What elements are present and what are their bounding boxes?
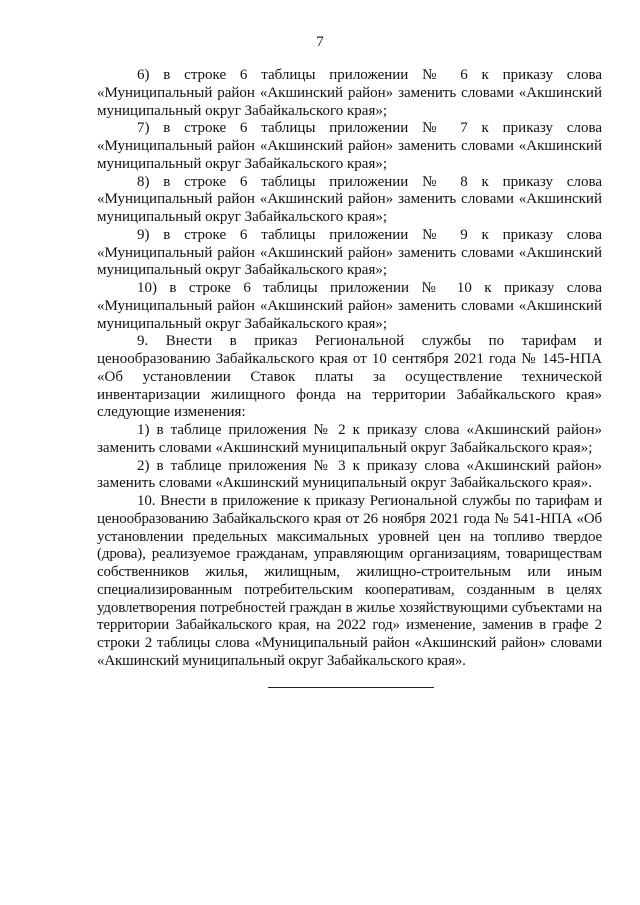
paragraph-item-10: 10) в строке 6 таблицы приложении № 10 к приказу слова «Муниципальный район «Акшинский район» заменить словами «Акшинский муниципальный округ Забайкальского края»; <box>97 280 602 332</box>
paragraph-item-8: 8) в строке 6 таблицы приложении № 8 к приказу слова «Муниципальный район «Акшинский район» заменить словами «Акшинский муниципальный округ Забайкальского края»; <box>97 173 602 225</box>
paragraph-point-9-item-1: 1) в таблице приложения № 2 к приказу слова «Акшинский район» заменить словами «Акшинский муниципальный округ Забайкальского края»; <box>97 422 602 456</box>
paragraph-point-9-item-2: 2) в таблице приложения № 3 к приказу слова «Акшинский район» заменить словами «Акшинский муниципальный округ Забайкальского края». <box>97 457 602 492</box>
page-number: 7 <box>316 34 324 50</box>
closing-divider-line <box>268 687 434 688</box>
paragraph-point-9: 9. Внести в приказ Региональной службы по тарифам и ценообразованию Забайкальского края от 10 сентября 2021 года № 145-НПА «Об установлении Ставок платы за осуществление технической инвентаризации жилищного фонда на территории Забайкальского края» следующие изменения: <box>97 333 602 421</box>
paragraph-item-6: 6) в строке 6 таблицы приложении № 6 к приказу слова «Муниципальный район «Акшинский район» заменить словами «Акшинский муниципальный округ Забайкальского края»; <box>97 67 602 119</box>
paragraph-item-9: 9) в строке 6 таблицы приложении № 9 к приказу слова «Муниципальный район «Акшинский район» заменить словами «Акшинский муниципальный округ Забайкальского края»; <box>97 226 602 279</box>
paragraph-point-10: 10. Внести в приложение к приказу Региональной службы по тарифам и ценообразованию Забайкальского края от 26 ноября 2021 года № 541-НПА «Об установлении предельных максимальных уровней цен на топливо твердое (дрова), реализуемое гражданам, управляющим организациям, товариществам собственников жилья, жилищным, жилищно-строительным или иным специализированным потребительским кооперативам, созданным в целях удовлетворения потребностей граждан в жилье хозяйствующими субъектами на территории Забайкальского края, на 2022 год» изменение, заменив в графе 2 строки 2 таблицы слова «Муниципальный район «Акшинский район» словами «Акшинский муниципальный округ Забайкальского края». <box>97 493 602 669</box>
paragraph-item-7: 7) в строке 6 таблицы приложении № 7 к приказу слова «Муниципальный район «Акшинский район» заменить словами «Акшинский муниципальный округ Забайкальского края»; <box>97 120 602 172</box>
document-body <box>97 67 602 671</box>
